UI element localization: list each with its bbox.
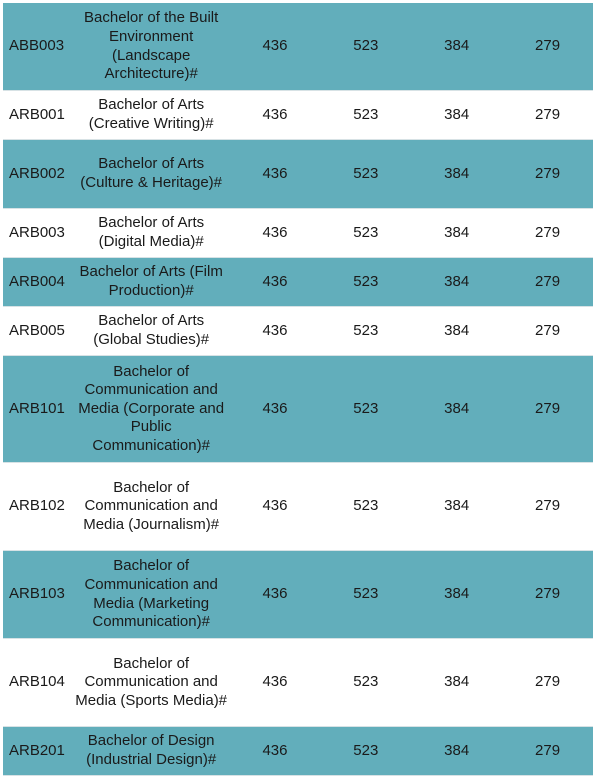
value-col-1: 436 — [262, 585, 288, 603]
table-row — [3, 140, 593, 209]
course-code: ARB002 — [9, 164, 65, 182]
value-col-1: 436 — [262, 105, 288, 123]
value-col-2: 523 — [353, 37, 379, 55]
value-col-1: 436 — [262, 321, 288, 339]
course-name: Bachelor of Communication and Media (Corporate and Public Communication)# — [78, 362, 225, 454]
value-col-2: 523 — [353, 105, 379, 123]
value-col-4: 279 — [535, 164, 561, 182]
value-col-4: 279 — [535, 105, 561, 123]
value-col-1: 436 — [262, 223, 288, 241]
value-col-4: 279 — [535, 399, 561, 417]
course-code: ARB003 — [9, 223, 65, 241]
value-col-2: 523 — [353, 673, 379, 691]
value-col-1: 436 — [262, 741, 288, 759]
value-col-3: 384 — [444, 272, 470, 290]
value-col-1: 436 — [262, 673, 288, 691]
value-col-4: 279 — [535, 585, 561, 603]
course-name: Bachelor of Arts (Global Studies)# — [93, 312, 210, 348]
value-col-2: 523 — [353, 399, 379, 417]
value-col-3: 384 — [444, 37, 470, 55]
course-code: ARB001 — [9, 105, 65, 123]
table-row — [3, 639, 593, 727]
course-code: ARB104 — [9, 673, 65, 691]
course-name: Bachelor of Communication and Media (Journalism)# — [83, 478, 220, 533]
value-col-2: 523 — [353, 585, 379, 603]
value-col-2: 523 — [353, 272, 379, 290]
value-col-3: 384 — [444, 497, 470, 515]
course-name: Bachelor of Arts (Culture & Heritage)# — [80, 155, 223, 191]
value-col-2: 523 — [353, 497, 379, 515]
table-row — [3, 356, 593, 463]
value-col-4: 279 — [535, 741, 561, 759]
course-code: ARB102 — [9, 497, 65, 515]
course-code: ARB005 — [9, 321, 65, 339]
course-name: Bachelor of Arts (Creative Writing)# — [88, 96, 214, 132]
course-code: ARB201 — [9, 741, 65, 759]
course-name: Bachelor of Communication and Media (Sports Media)# — [75, 654, 228, 709]
value-col-2: 523 — [353, 741, 379, 759]
course-code: ARB004 — [9, 272, 65, 290]
value-col-1: 436 — [262, 399, 288, 417]
value-col-3: 384 — [444, 673, 470, 691]
value-col-2: 523 — [353, 321, 379, 339]
value-col-4: 279 — [535, 37, 561, 55]
course-name: Bachelor of Design (Industrial Design)# — [86, 732, 217, 768]
value-col-3: 384 — [444, 164, 470, 182]
value-col-2: 523 — [353, 223, 379, 241]
value-col-1: 436 — [262, 37, 288, 55]
table-row — [3, 463, 593, 551]
value-col-1: 436 — [262, 164, 288, 182]
value-col-4: 279 — [535, 272, 561, 290]
course-name: Bachelor of Arts (Digital Media)# — [98, 214, 205, 250]
value-col-1: 436 — [262, 272, 288, 290]
value-col-4: 279 — [535, 673, 561, 691]
course-code: ARB101 — [9, 399, 65, 417]
course-name: Bachelor of the Built Environment (Landscape Architecture)# — [84, 9, 219, 83]
value-col-3: 384 — [444, 399, 470, 417]
value-col-4: 279 — [535, 223, 561, 241]
course-code: ARB103 — [9, 585, 65, 603]
value-col-1: 436 — [262, 497, 288, 515]
course-code: ABB003 — [9, 37, 65, 55]
course-name: Bachelor of Communication and Media (Marketing Communication)# — [84, 557, 218, 631]
table-row — [3, 91, 593, 140]
value-col-3: 384 — [444, 223, 470, 241]
table-row — [3, 307, 593, 356]
table-row — [3, 551, 593, 639]
value-col-2: 523 — [353, 164, 379, 182]
table-row — [3, 3, 593, 91]
value-col-4: 279 — [535, 497, 561, 515]
value-col-4: 279 — [535, 321, 561, 339]
table-row — [3, 727, 593, 776]
value-col-3: 384 — [444, 321, 470, 339]
courses-table — [3, 3, 593, 776]
value-col-3: 384 — [444, 585, 470, 603]
table-row — [3, 258, 593, 307]
value-col-3: 384 — [444, 105, 470, 123]
table-row — [3, 209, 593, 258]
course-name: Bachelor of Arts (Film Production)# — [79, 263, 223, 299]
value-col-3: 384 — [444, 741, 470, 759]
